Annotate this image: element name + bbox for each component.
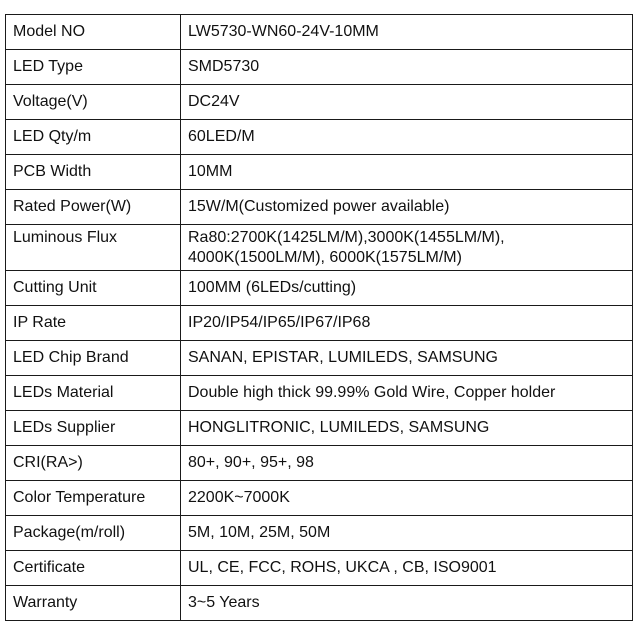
spec-value <box>181 225 633 271</box>
spec-label: Warranty <box>6 586 181 621</box>
spec-label: Voltage(V) <box>6 85 181 120</box>
table-row <box>6 586 633 621</box>
spec-label: LEDs Material <box>6 376 181 411</box>
table-row <box>6 376 633 411</box>
spec-value: UL, CE, FCC, ROHS, UKCA , CB, ISO9001 <box>181 551 633 586</box>
spec-label: Cutting Unit <box>6 271 181 306</box>
table-row <box>6 225 633 271</box>
spec-value: 3~5 Years <box>181 586 633 621</box>
spec-value: 10MM <box>181 155 633 190</box>
spec-value: LW5730-WN60-24V-10MM <box>181 15 633 50</box>
table-row <box>6 15 633 50</box>
spec-label: Package(m/roll) <box>6 516 181 551</box>
spec-label: LED Type <box>6 50 181 85</box>
table-row <box>6 155 633 190</box>
table-row <box>6 271 633 306</box>
spec-value: DC24V <box>181 85 633 120</box>
table-row <box>6 516 633 551</box>
table-row <box>6 306 633 341</box>
table-row <box>6 120 633 155</box>
spec-label: Color Temperature <box>6 481 181 516</box>
spec-value: 80+, 90+, 95+, 98 <box>181 446 633 481</box>
spec-value: SANAN, EPISTAR, LUMILEDS, SAMSUNG <box>181 341 633 376</box>
spec-value: Double high thick 99.99% Gold Wire, Copper holder <box>181 376 633 411</box>
spec-value: HONGLITRONIC, LUMILEDS, SAMSUNG <box>181 411 633 446</box>
spec-value: 60LED/M <box>181 120 633 155</box>
table-row <box>6 341 633 376</box>
table-row <box>6 411 633 446</box>
spec-label: Luminous Flux <box>6 225 181 271</box>
spec-label: PCB Width <box>6 155 181 190</box>
spec-value-line: Ra80:2700K(1425LM/M),3000K(1455LM/M), <box>188 229 505 246</box>
table-row <box>6 446 633 481</box>
table-row <box>6 50 633 85</box>
spec-label: CRI(RA>) <box>6 446 181 481</box>
spec-label: IP Rate <box>6 306 181 341</box>
spec-value: 5M, 10M, 25M, 50M <box>181 516 633 551</box>
spec-label: LED Chip Brand <box>6 341 181 376</box>
spec-label: LED Qty/m <box>6 120 181 155</box>
table-row <box>6 85 633 120</box>
table-row <box>6 551 633 586</box>
spec-value: 100MM (6LEDs/cutting) <box>181 271 633 306</box>
spec-label: Certificate <box>6 551 181 586</box>
spec-value: 2200K~7000K <box>181 481 633 516</box>
spec-label: LEDs Supplier <box>6 411 181 446</box>
spec-label: Model NO <box>6 15 181 50</box>
table-row <box>6 481 633 516</box>
spec-table <box>5 14 633 621</box>
spec-value: SMD5730 <box>181 50 633 85</box>
spec-value-line: 4000K(1500LM/M), 6000K(1575LM/M) <box>188 249 462 266</box>
spec-label: Rated Power(W) <box>6 190 181 225</box>
spec-value: 15W/M(Customized power available) <box>181 190 633 225</box>
table-row <box>6 190 633 225</box>
spec-value: IP20/IP54/IP65/IP67/IP68 <box>181 306 633 341</box>
